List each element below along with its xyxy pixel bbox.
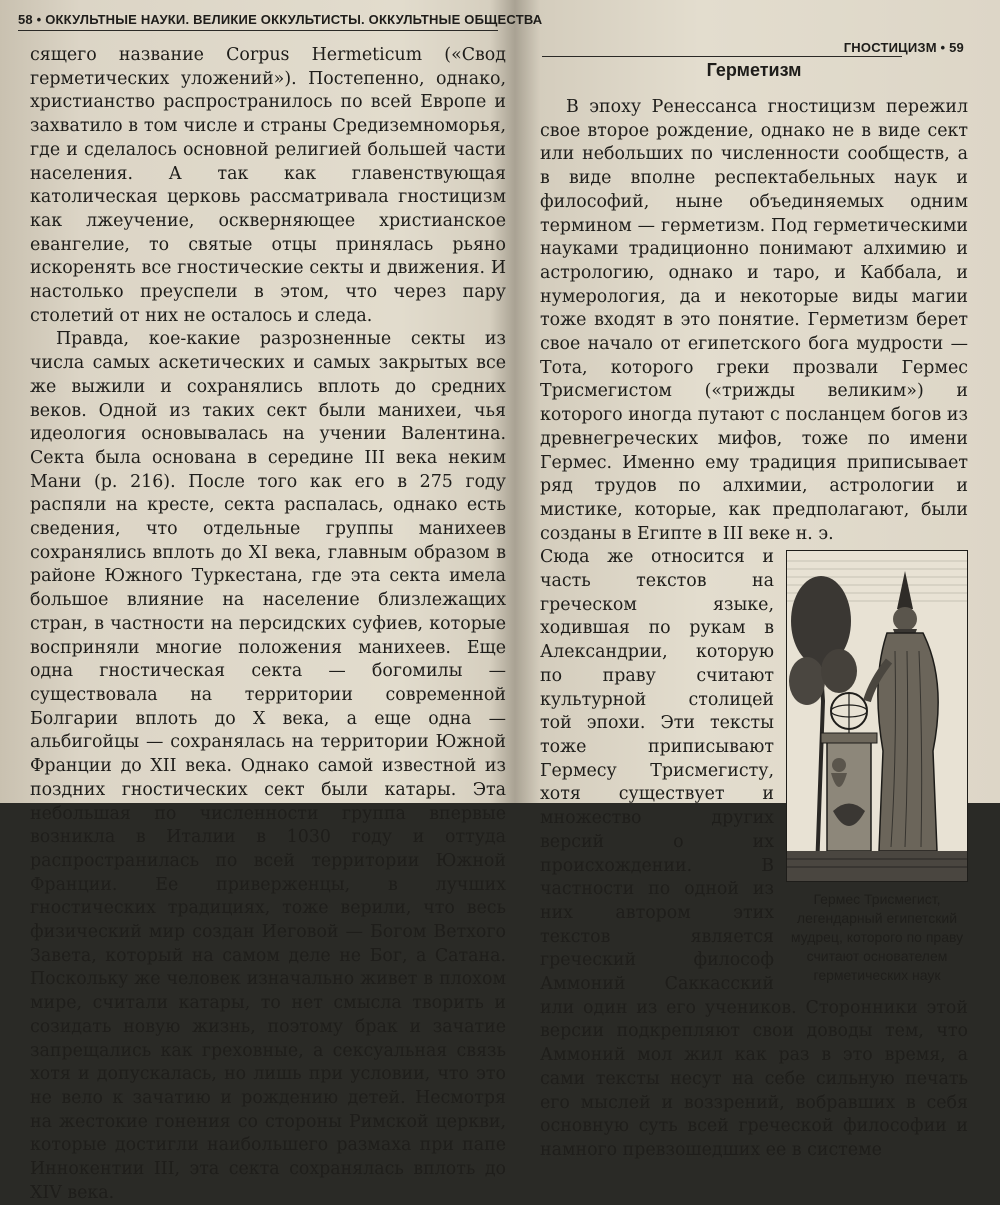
figure-caption: Гермес Трисмегист, легендарный египетский мудрец, которого по праву считают основателем герметических наук — [790, 891, 964, 984]
right-page — [528, 0, 1000, 1160]
left-paragraph-2: Правда, кое-какие разрозненные секты из числа самых аскетических и самых закрытых все же выжили и сохранялись вплоть до средних веков. Одной из таких сект были манихеи, чья идеология основывалась на учении Валентина. Секта была основана в середине III века неким Мани (р. 216). После того как его в 275 году распяли на кресте, секта распалась, однако есть сведения, что отдельные группы манихеев сохранялись вплоть до XI века, главным образом в районе Южного Туркестана, где эта секта имела большое влияние на население близлежащих стран, в частности на персидских суфиев, которые восприняли многие положения манихеев. Еще одна гностическая секта — богомилы — существовала на территории современной Болгарии вплоть до X века, а еще одна — альбигойцы — сохранялась на территории Южной Франции до XII века. Однако самой известной из поздних гностических сект были катары. Эта небольшая по численности группа впервые возникла в Италии в 1030 году и оттуда распространилась по всей территории Южной Франции. Ее приверженцы, в лучших гностических традициях, тоже верили, что весь физический мир создан Иеговой — Богом Ветхого Завета, который на самом деле не Бог, а Сатана. Поскольку же человек изначально живет в плохом мире, считали катары, то нет смысла творить и созидать новую жизнь, поэтому брак и зачатие запрещались как греховные, а сексуальная связь хотя и допускалась, но лишь при условии, что это не вело к зачатию и рождению детей. Несмотря на жестокие гонения со стороны Римской церкви, которые достигли наибольшего размаха при папе Иннокентии III, эта секта сохранялась вплоть до XIV века. — [30, 329, 506, 1203]
right-head-rule — [542, 56, 902, 57]
right-paragraph-1: В эпоху Ренессанса гностицизм пережил свое второе рождение, однако не в виде сект или небольших по численности сообществ, а в виде вполне респектабельных наук и философий, ныне объединяемых одним термином — герметизм. Под герметическими науками традиционно понимают алхимию и астрологию, однако и таро, и Каббала, и нумерология, да и некоторые виды магии тоже входят в это понятие. Герметизм берет свое начало от египетского бога мудрости — Тота, которого греки прозвали Гермес Трисмегистом («трижды великим») и которого иногда путают с посланцем богов из древнегреческих мифов, тоже по имени Гермес. Именно ему традиция приписывает ряд трудов по алхимии, астрологии и мистике, которые, как предполагают, были созданы в Египте в III веке н. э. — [540, 97, 968, 544]
right-paragraph-2: Сюда же относится и часть текстов на греческом языке, ходившая по рукам в Александрии, которую по праву считают культурной столицей той эпохи. Эти тексты тоже приписывают Гермесу Трисмегисту, хотя существует и множество других версий о их происхождении. В частности по одной из них автором этих текстов является греческий философ Аммоний Саккасский или один из его учеников. Сторонники этой версии подкрепляют свои доводы тем, что Аммоний мол жил как раз в это время, а сами тексты несут на себе сильную печать его мыслей и воззрений, вобравших в себя основную суть всей греческой философии и намного превзошедших ее в системе — [540, 547, 968, 1160]
right-running-head: ГНОСТИЦИЗМ • 59 — [843, 40, 964, 55]
hermes-trismegistus-engraving-icon — [786, 550, 968, 882]
left-paragraph-1: сящего название Corpus Hermeticum («Свод герметических уложений»). Постепенно, однако, христианство распространилось по всей Европе и захватило в том числе и страны Средиземноморья, где и сделалось основной религией большей части населения. А так как главенствующая католическая церковь рассматривала гностицизм как лжеучение, оскверняющее христианское евангелие, то святые отцы принялась рьяно искоренять все гностические секты и движения. И настолько преуспели в этом, что через пару столетий от них не осталось и следа. — [30, 45, 506, 326]
figure — [786, 550, 968, 985]
left-head-rule — [18, 30, 498, 31]
right-body-text — [540, 96, 968, 1163]
left-running-head: 58 • ОККУЛЬТНЫЕ НАУКИ. ВЕЛИКИЕ ОККУЛЬТИСТЫ. ОККУЛЬТНЫЕ ОБЩЕСТВА — [18, 12, 543, 27]
section-heading: Герметизм — [706, 60, 802, 80]
left-body-text — [30, 44, 506, 1205]
